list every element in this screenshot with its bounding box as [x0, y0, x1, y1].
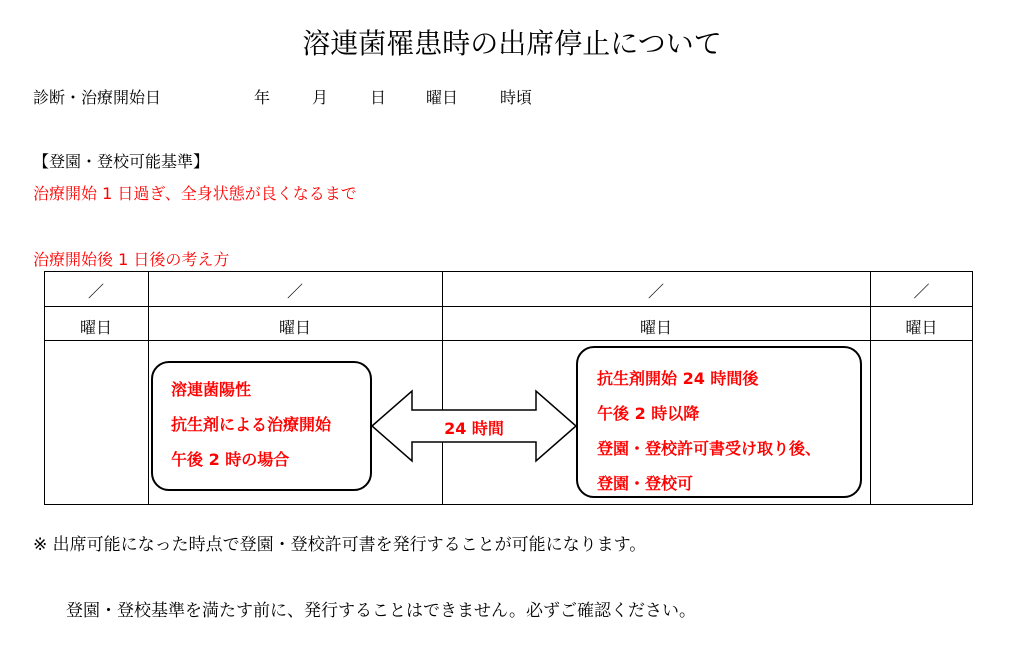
table-border-right — [972, 271, 973, 505]
criteria-text: 治療開始 1 日過ぎ、全身状態が良くなるまで — [33, 184, 357, 203]
attendance-condition-line: 登園・登校許可書受け取り後、 — [597, 439, 822, 458]
note-warning: 登園・登校基準を満たす前に、発行することはできません。必ずご確認ください。 — [66, 601, 697, 621]
weekday-cell: 曜日 — [278, 318, 311, 337]
date-cell: ／ — [286, 282, 303, 301]
diagnosis-month: 月 — [312, 88, 329, 107]
page-title: 溶連菌罹患時の出席停止について — [302, 27, 722, 60]
diagnosis-day: 日 — [370, 88, 387, 107]
table-row-divider — [44, 340, 973, 341]
start-condition-line: 午後 2 時の場合 — [171, 450, 290, 469]
start-condition-line: 溶連菌陽性 — [171, 380, 252, 399]
table-col-divider — [148, 271, 149, 505]
diagnosis-time: 時頃 — [500, 88, 533, 107]
note-issuance: ※ 出席可能になった時点で登園・登校許可書を発行することが可能になります。 — [33, 535, 647, 555]
concept-label: 治療開始後 1 日後の考え方 — [33, 250, 230, 269]
criteria-heading: 【登園・登校可能基準】 — [33, 152, 210, 171]
table-border-bottom — [44, 504, 973, 505]
date-cell: ／ — [87, 282, 104, 301]
date-cell: ／ — [913, 282, 930, 301]
date-cell: ／ — [647, 282, 664, 301]
table-row-divider — [44, 306, 973, 307]
weekday-cell: 曜日 — [905, 318, 938, 337]
table-col-divider — [870, 271, 871, 505]
table-border-top — [44, 271, 973, 272]
table-border-left — [44, 271, 45, 505]
attendance-condition-box — [576, 346, 862, 498]
start-condition-line: 抗生剤による治療開始 — [171, 415, 332, 434]
weekday-cell: 曜日 — [639, 318, 672, 337]
diagnosis-label: 診断・治療開始日 — [33, 88, 162, 107]
diagnosis-year: 年 — [254, 88, 271, 107]
attendance-condition-line: 午後 2 時以降 — [597, 404, 700, 423]
attendance-condition-line: 抗生剤開始 24 時間後 — [597, 369, 759, 388]
diagnosis-weekday: 曜日 — [426, 88, 459, 107]
duration-label: 24 時間 — [444, 419, 504, 438]
weekday-cell: 曜日 — [79, 318, 112, 337]
attendance-condition-line: 登園・登校可 — [597, 474, 694, 493]
start-condition-box — [151, 361, 372, 491]
